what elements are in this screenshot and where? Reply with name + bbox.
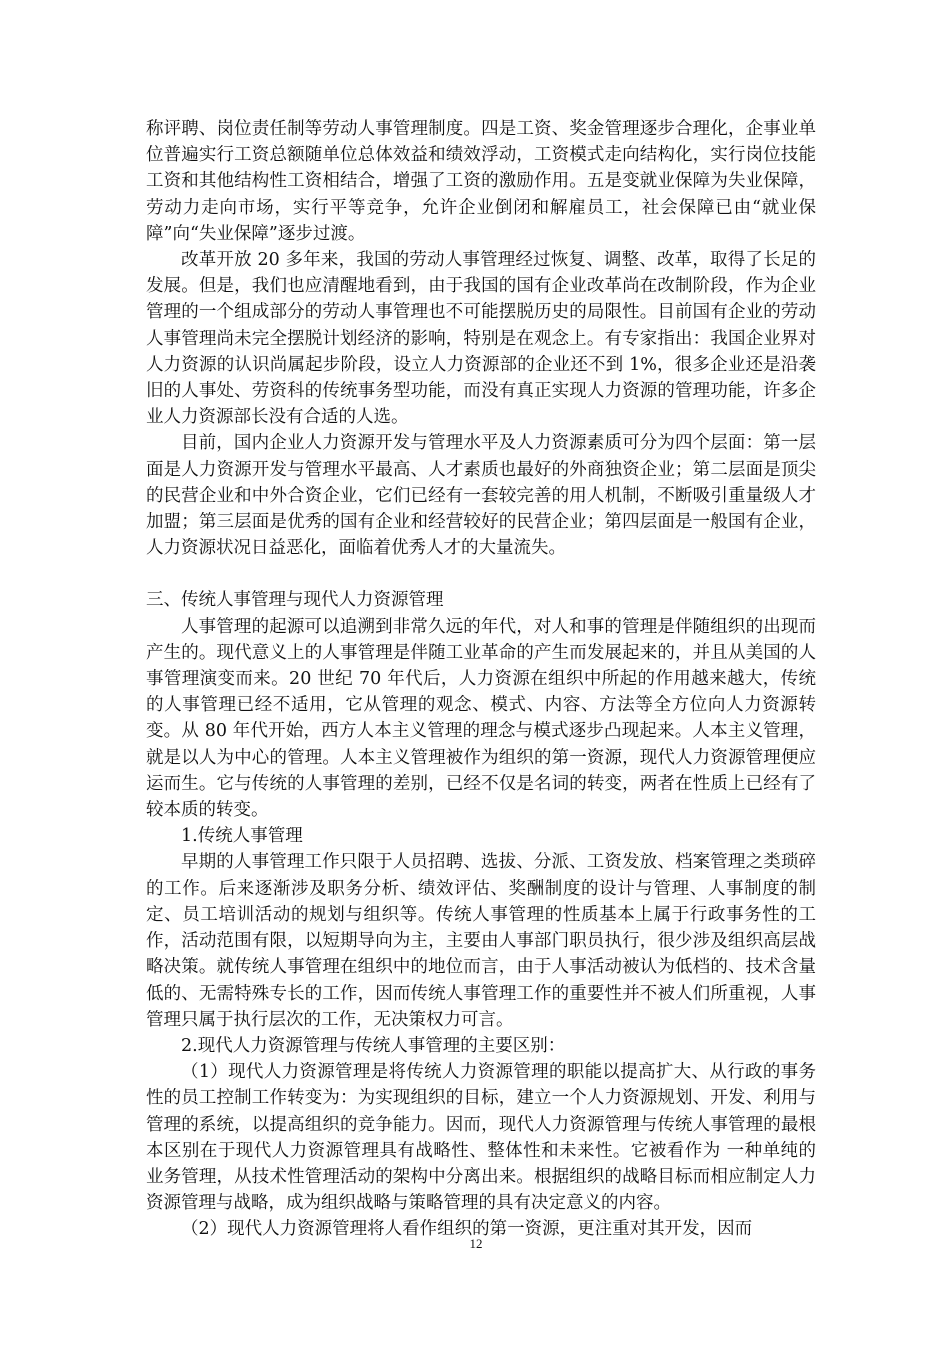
paragraph-reform-development: 改革开放 20 多年来，我国的劳动人事管理经过恢复、调整、改革，取得了长足的发展。但是，我们也应清醒地看到，由于我国的国有企业改革尚在改制阶段，作为企业管理的一个组成部分的劳动人事管理也不可能摆脱历史的局限性。目前国有企业的劳动人事管理尚未完全摆脱计划经济的影响，特别是在观念上。有专家指出：我国企业界对人力资源的认识尚属起步阶段，设立人力资源部的企业还不到 1%，很多企业还是沿袭旧的人事处、劳资科的传统事务型功能，而没有真正实现人力资源的管理功能，许多企业人力资源部长没有合适的人选。: [146, 250, 816, 428]
section-heading-three: 三、传统人事管理与现代人力资源管理: [146, 590, 444, 611]
paragraph-difference-two: （2）现代人力资源管理将人看作组织的第一资源，更注重对其开发，因而: [181, 1219, 753, 1240]
body-text: [146, 116, 816, 1243]
subheading-traditional-personnel: 1.传统人事管理: [181, 826, 303, 847]
paragraph-continuation: 称评聘、岗位责任制等劳动人事管理制度。四是工资、奖金管理逐步合理化，企事业单位普遍实行工资总额随单位总体效益和绩效浮动，工资模式走向结构化，实行岗位技能工资和其他结构性工资相结合，增强了工资的激励作用。五是变就业保障为失业保障，劳动力走向市场，实行平等竞争，允许企业倒闭和解雇员工，社会保障已由“就业保障”向“失业保障”逐步过渡。: [146, 119, 816, 244]
paragraph-difference-one: （1）现代人力资源管理是将传统人力资源管理的职能以提高扩大、从行政的事务性的员工控制工作转变为：为实现组织的目标，建立一个人力资源规划、开发、利用与管理的系统，以提高组织的竞争能力。因而，现代人力资源管理与传统人事管理的最根本区别在于现代人力资源管理具有战略性、整体性和未来性。它被看作为 一种单纯的业务管理，从技术性管理活动的架构中分离出来。根据组织的战略目标而相应制定人力资源管理与战略，成为组织战略与策略管理的具有决定意义的内容。: [146, 1062, 816, 1214]
page-number: 12: [469, 1236, 483, 1251]
paragraph-personnel-origin: 人事管理的起源可以追溯到非常久远的年代，对人和事的管理是伴随组织的出现而产生的。现代意义上的人事管理是伴随工业革命的产生而发展起来的，并且从美国的人事管理演变而来。20 世纪 70 年代后，人力资源在组织中所起的作用越来越大，传统的人事管理已经不适用，它从管理的观念、模式、内容、方法等全方位向人力资源转变。从 80 年代开始，西方人本主义管理的理念与模式逐步凸现起来。人本主义管理，就是以人为中心的管理。人本主义管理被作为组织的第一资源，现代人力资源管理便应运而生。它与传统的人事管理的差别，已经不仅是名词的转变，两者在性质上已经有了较本质的转变。: [146, 616, 816, 821]
paragraph-traditional-personnel: 早期的人事管理工作只限于人员招聘、选拔、分派、工资发放、档案管理之类琐碎的工作。后来逐渐涉及职务分析、绩效评估、奖酬制度的设计与管理、人事制度的制定、员工培训活动的规划与组织等。传统人事管理的性质基本上属于行政事务性的工作，活动范围有限，以短期导向为主，主要由人事部门职员执行，很少涉及组织高层战略决策。就传统人事管理在组织中的地位而言，由于人事活动被认为低档的、技术含量低的、无需特殊专长的工作，因而传统人事管理工作的重要性并不被人们所重视，人事管理只属于执行层次的工作，无决策权力可言。: [146, 852, 816, 1030]
subheading-main-differences: 2.现代人力资源管理与传统人事管理的主要区别：: [181, 1035, 566, 1056]
paragraph-four-levels: 目前，国内企业人力资源开发与管理水平及人力资源素质可分为四个层面：第一层面是人力资源开发与管理水平最高、人才素质也最好的外商独资企业；第二层面是顶尖的民营企业和中外合资企业，它们已经有一套较完善的用人机制，不断吸引重量级人才加盟；第三层面是优秀的国有企业和经营较好的民营企业；第四层面是一般国有企业，人力资源状况日益恶化，面临着优秀人才的大量流失。: [146, 433, 816, 559]
